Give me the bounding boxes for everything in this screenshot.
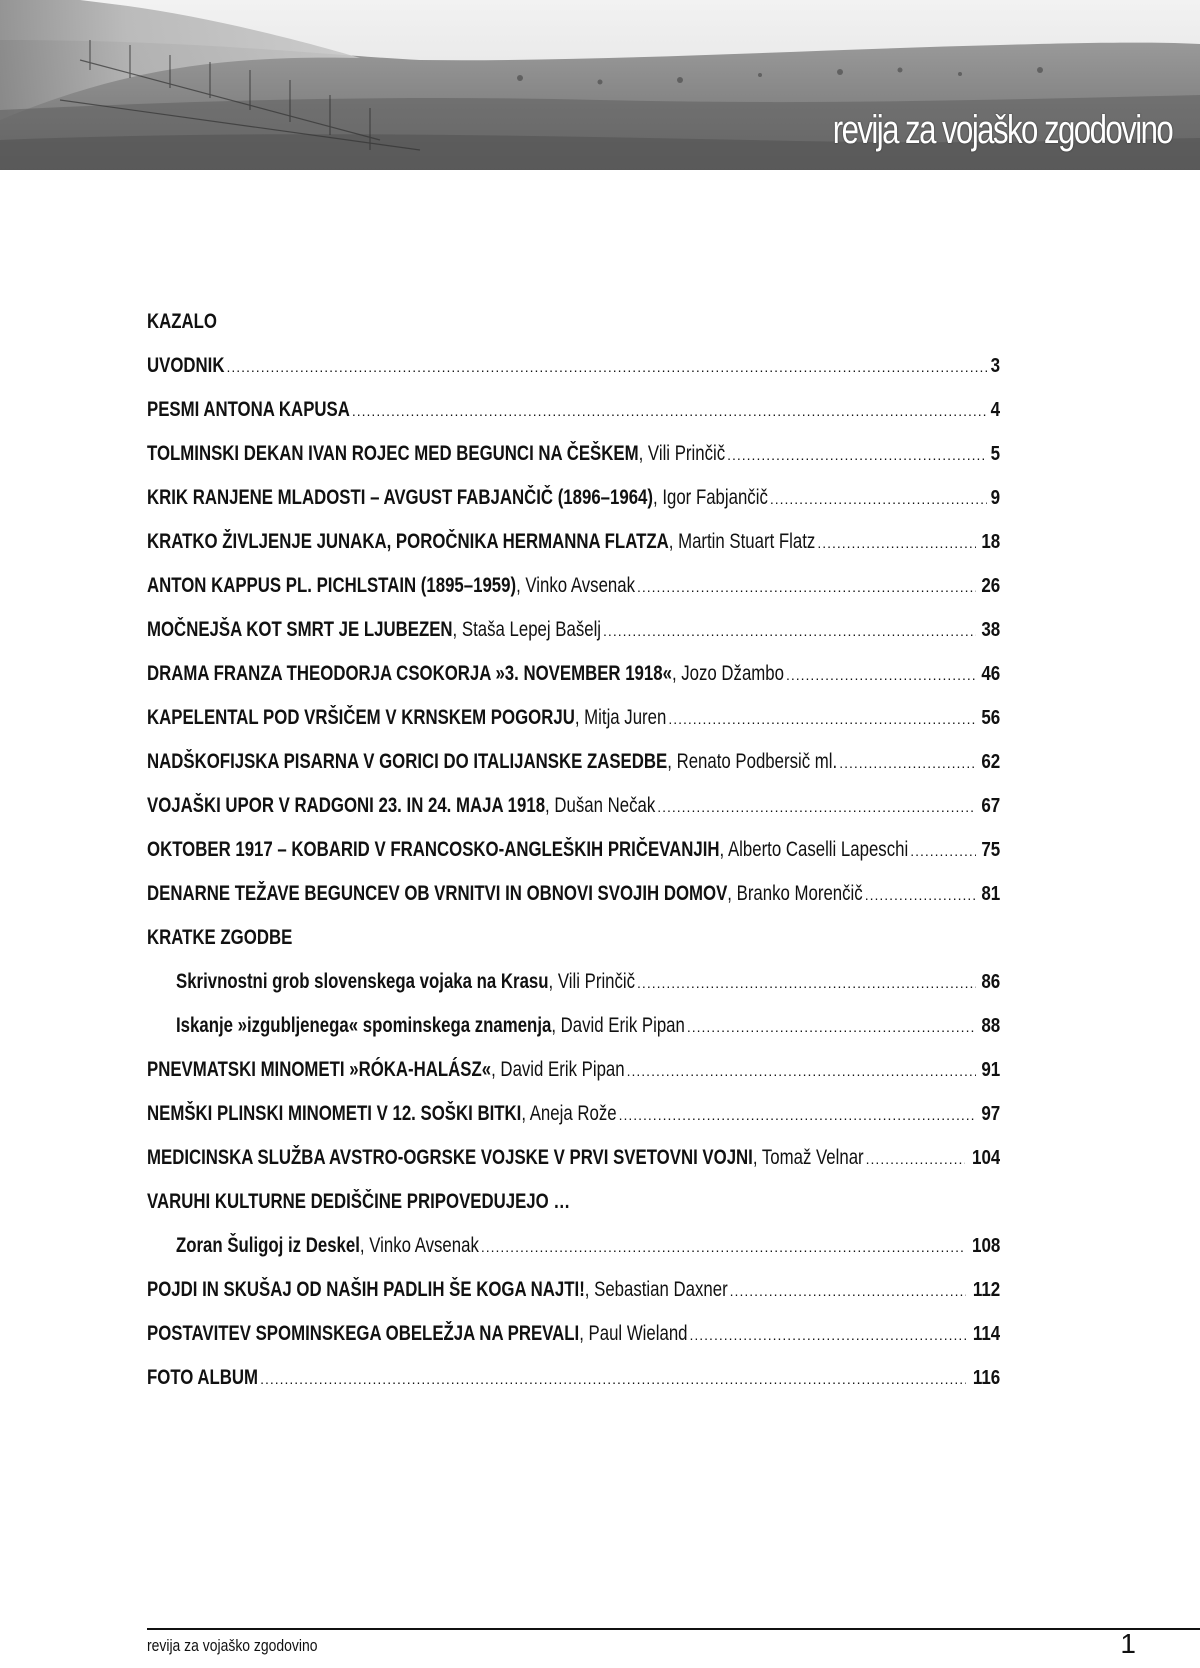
toc-entry-title: FOTO ALBUM [147, 1366, 259, 1389]
dot-leader [786, 653, 976, 696]
toc-list [147, 344, 1000, 1400]
toc-entry-author: , Staša Lepej Bašelj [452, 618, 602, 641]
table-of-contents [147, 300, 1000, 1400]
toc-entry [147, 1312, 1000, 1356]
toc-entry [147, 608, 1000, 652]
toc-entry-page: 56 [981, 707, 1000, 729]
dot-leader [619, 1093, 976, 1136]
toc-entry-page: 9 [990, 487, 1000, 509]
toc-entry [147, 1356, 1000, 1400]
toc-entry-page: 97 [981, 1103, 1000, 1125]
dot-leader [727, 433, 987, 476]
toc-section-heading [147, 1180, 1000, 1224]
dot-leader [687, 1005, 976, 1048]
toc-entry-author: , Mitja Juren [574, 706, 667, 729]
toc-entry-title: POSTAVITEV SPOMINSKEGA OBELEŽJA NA PREVALI [147, 1322, 580, 1345]
footer-journal-name: revija za vojaško zgodovino [147, 1636, 318, 1655]
toc-entry-author: , David Erik Pipan [551, 1014, 685, 1037]
toc-section-heading [147, 916, 1000, 960]
dot-leader [839, 741, 976, 784]
toc-entry [147, 388, 1000, 432]
toc-entry-page: 112 [972, 1279, 1000, 1301]
dot-leader [481, 1225, 965, 1268]
toc-entry-page: 38 [981, 619, 1000, 641]
dot-leader [352, 389, 987, 432]
toc-entry-page: 18 [981, 531, 1000, 553]
toc-entry-author: , Sebastian Daxner [584, 1278, 728, 1301]
toc-entry-page: 108 [971, 1235, 1000, 1257]
toc-entry-title: ANTON KAPPUS PL. PICHLSTAIN (1895–1959) [147, 574, 517, 597]
toc-entry-title: UVODNIK [147, 354, 225, 377]
toc-entry-page: 116 [972, 1367, 1000, 1389]
toc-entry [147, 1136, 1000, 1180]
toc-entry-page: 46 [981, 663, 1000, 685]
toc-entry-title: PESMI ANTONA KAPUSA [147, 398, 350, 421]
toc-entry-title: OKTOBER 1917 – KOBARID V FRANCOSKO-ANGLEŠKIH PRIČEVANJIH [147, 838, 720, 861]
toc-entry-author: , Jozo Džambo [671, 662, 784, 685]
dot-leader [657, 785, 976, 828]
toc-entry-author: , David Erik Pipan [491, 1058, 625, 1081]
toc-entry-author: , Martin Stuart Flatz [668, 530, 816, 553]
toc-entry-title: KRATKO ŽIVLJENJE JUNAKA, POROČNIKA HERMANNA FLATZA [147, 530, 669, 553]
toc-entry-title: DRAMA FRANZA THEODORJA CSOKORJA »3. NOVEMBER 1918« [147, 662, 672, 685]
dot-leader [637, 565, 976, 608]
toc-entry [147, 1092, 1000, 1136]
toc-entry-author: , Renato Podbersič ml. [667, 750, 838, 773]
toc-entry-author: , Aneja Rože [521, 1102, 617, 1125]
toc-entry-page: 88 [981, 1015, 1000, 1037]
toc-entry-page: 3 [990, 355, 1000, 377]
toc-entry-title: PNEVMATSKI MINOMETI »RÓKA-HALÁSZ« [147, 1058, 492, 1081]
toc-entry-title: DENARNE TEŽAVE BEGUNCEV OB VRNITVI IN OBNOVI SVOJIH DOMOV [147, 882, 728, 905]
page-number: 1 [1120, 1628, 1136, 1659]
toc-entry [147, 564, 1000, 608]
dot-leader [603, 609, 976, 652]
dot-leader [730, 1269, 966, 1312]
dot-leader [865, 873, 976, 916]
header-photo-banner [0, 0, 1200, 170]
toc-entry [147, 1268, 1000, 1312]
toc-entry-title: Iskanje »izgubljenega« spominskega znamenja [176, 1014, 552, 1037]
toc-entry-author: , Branko Morenčič [727, 882, 863, 905]
toc-entry [147, 520, 1000, 564]
toc-entry-title: Zoran Šuligoj iz Deskel [176, 1234, 360, 1257]
toc-entry [147, 696, 1000, 740]
toc-entry-author: , Paul Wieland [579, 1322, 688, 1345]
toc-entry-author: , Igor Fabjančič [652, 486, 768, 509]
dot-leader [866, 1137, 965, 1180]
toc-entry [147, 432, 1000, 476]
toc-entry [147, 740, 1000, 784]
toc-entry-author: , Vili Prinčič [548, 970, 636, 993]
toc-entry-page: 62 [981, 751, 1000, 773]
toc-entry-title: POJDI IN SKUŠAJ OD NAŠIH PADLIH ŠE KOGA NAJTI! [147, 1278, 585, 1301]
toc-entry-author: , Vili Prinčič [638, 442, 726, 465]
journal-banner-title: revija za vojaško zgodovino [832, 108, 1172, 152]
toc-entry-page: 81 [981, 883, 1000, 905]
dot-leader [226, 345, 986, 388]
dot-leader [627, 1049, 976, 1092]
dot-leader [910, 829, 976, 872]
toc-entry-page: 114 [972, 1323, 1000, 1345]
dot-leader [817, 521, 975, 564]
dot-leader [690, 1313, 966, 1356]
toc-entry-page: 104 [971, 1147, 1000, 1169]
toc-heading: KAZALO [147, 310, 217, 333]
toc-entry [147, 784, 1000, 828]
toc-entry-page: 91 [981, 1059, 1000, 1081]
footer-divider [147, 1628, 1200, 1630]
toc-entry [147, 1048, 1000, 1092]
toc-entry [147, 828, 1000, 872]
toc-entry-title: VOJAŠKI UPOR V RADGONI 23. IN 24. MAJA 1918 [147, 794, 546, 817]
toc-entry-author: , Vinko Avsenak [516, 574, 636, 597]
toc-entry [147, 344, 1000, 388]
dot-leader [637, 961, 976, 1004]
toc-entry-page: 5 [990, 443, 1000, 465]
dot-leader [260, 1357, 966, 1400]
toc-entry-page: 26 [981, 575, 1000, 597]
toc-entry-title: KAPELENTAL POD VRŠIČEM V KRNSKEM POGORJU [147, 706, 575, 729]
toc-entry-title: VARUHI KULTURNE DEDIŠČINE PRIPOVEDUJEJO … [147, 1190, 571, 1213]
toc-entry-page: 4 [990, 399, 1000, 421]
toc-entry-author: , Vinko Avsenak [359, 1234, 479, 1257]
toc-entry-page: 67 [981, 795, 1000, 817]
toc-entry-author: , Tomaž Velnar [752, 1146, 864, 1169]
toc-entry-title: TOLMINSKI DEKAN IVAN ROJEC MED BEGUNCI NA ČEŠKEM [147, 442, 639, 465]
toc-entry [147, 652, 1000, 696]
dot-leader [770, 477, 987, 520]
toc-entry [147, 476, 1000, 520]
toc-entry-title: Skrivnostni grob slovenskega vojaka na Krasu [176, 970, 549, 993]
toc-entry-author: , Alberto Caselli Lapeschi [719, 838, 909, 861]
toc-entry-title: NADŠKOFIJSKA PISARNA V GORICI DO ITALIJANSKE ZASEDBE [147, 750, 668, 773]
toc-entry [147, 960, 1000, 1004]
toc-entry-page: 86 [981, 971, 1000, 993]
toc-entry-title: KRATKE ZGODBE [147, 926, 293, 949]
toc-entry [147, 1004, 1000, 1048]
toc-entry-title: NEMŠKI PLINSKI MINOMETI V 12. SOŠKI BITKI [147, 1102, 522, 1125]
toc-entry [147, 1224, 1000, 1268]
toc-entry-title: KRIK RANJENE MLADOSTI – AVGUST FABJANČIČ (1896–1964) [147, 486, 653, 509]
toc-entry-page: 75 [981, 839, 1000, 861]
toc-entry-title: MEDICINSKA SLUŽBA AVSTRO-OGRSKE VOJSKE V PRVI SVETOVNI VOJNI [147, 1146, 753, 1169]
dot-leader [668, 697, 975, 740]
toc-entry [147, 872, 1000, 916]
toc-entry-title: MOČNEJŠA KOT SMRT JE LJUBEZEN [147, 618, 453, 641]
toc-entry-author: , Dušan Nečak [545, 794, 656, 817]
